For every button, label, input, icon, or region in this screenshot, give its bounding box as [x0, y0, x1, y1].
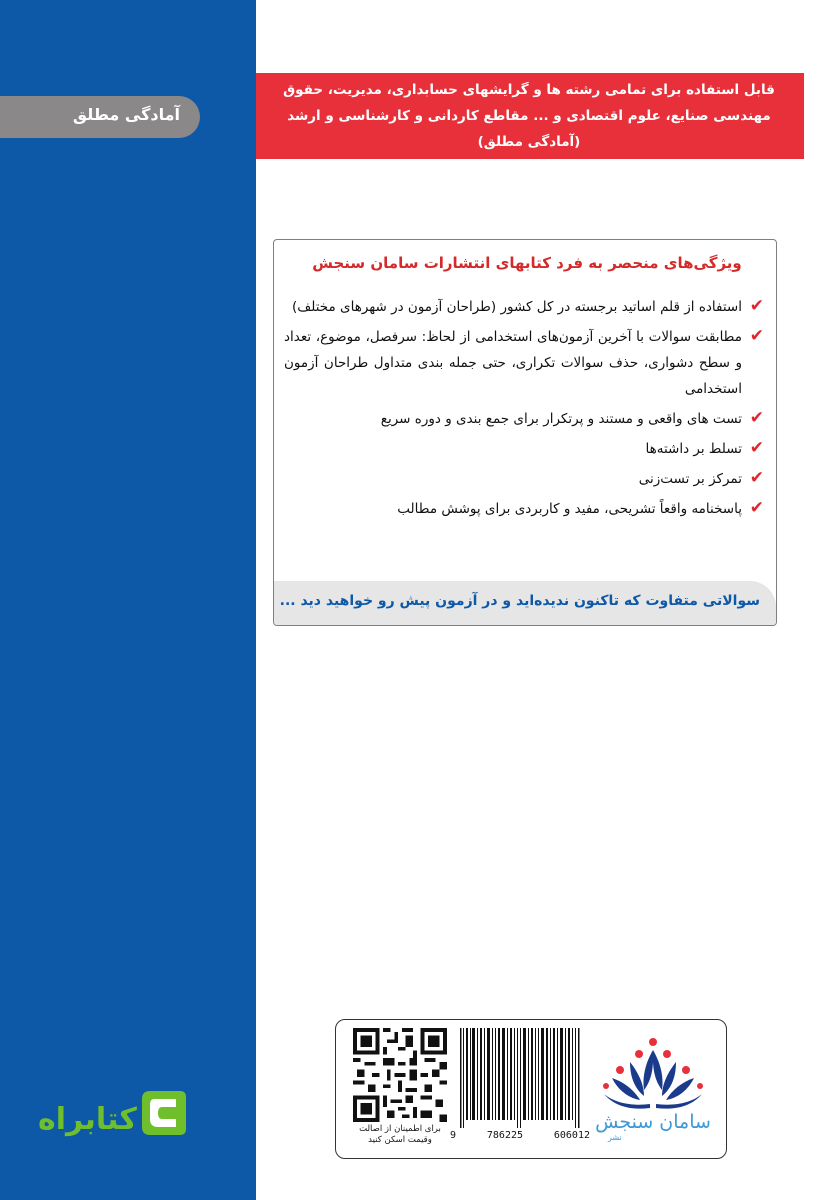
check-icon: ✔ [749, 438, 764, 458]
qr-caption-line-2: وقیمت اسکن کنید [368, 1135, 432, 1145]
isbn-number [450, 1130, 590, 1141]
feature-item [284, 466, 764, 492]
side-tab-label: آمادگی مطلق [72, 105, 180, 124]
side-tab [0, 96, 200, 138]
check-icon: ✔ [749, 408, 764, 428]
check-icon: ✔ [749, 498, 764, 518]
qr-code-icon[interactable] [353, 1028, 447, 1122]
check-icon: ✔ [749, 326, 764, 346]
banner-line-1: قابل استفاده برای تمامی رشته ها و گرایشهای حسابداری، مدیریت، حقوق [283, 82, 775, 98]
features-title: ویژگی‌های منحصر به فرد کتابهای انتشارات سامان سنجش [312, 254, 742, 272]
blue-side-strip [0, 0, 256, 1200]
publisher-logo-text: سامان سنجش [595, 1111, 711, 1133]
feature-item [284, 294, 764, 320]
barcode-box [335, 1019, 727, 1159]
feature-text: پاسخنامه واقعاً تشریحی، مفید و کاربردی برای پوشش مطالب [397, 501, 742, 517]
store-logo-text: کتابراه [38, 1102, 137, 1137]
feature-item [284, 406, 764, 432]
feature-item [284, 324, 764, 402]
features-panel [273, 239, 777, 626]
banner-line-2: مهندسی صنایع، علوم اقتصادی و ... مقاطع کاردانی و کارشناسی و ارشد [287, 108, 771, 124]
barcode-icon [458, 1028, 582, 1128]
feature-item [284, 496, 764, 522]
publisher-logo [594, 1032, 712, 1144]
audience-banner [256, 73, 804, 159]
features-footer [274, 581, 776, 625]
check-icon: ✔ [749, 468, 764, 488]
banner-line-3: (آمادگی مطلق) [477, 134, 581, 150]
isbn-part: 786225 [486, 1130, 524, 1141]
feature-text: تمرکز بر تست‌زنی [638, 471, 742, 487]
feature-text: مطابقت سوالات با آخرین آزمون‌های استخدامی از لحاظ: سرفصل، موضوع، تعداد و سطح دشواری، حذف سوالات تکراری، حتی جمله بندی متداول طراحان آزمون استخدامی [284, 329, 742, 397]
check-icon: ✔ [749, 296, 764, 316]
features-footer-text: سوالاتی متفاوت که تاکنون ندیده‌اید و در آزمون پیش رو خواهید دید ... [279, 593, 760, 609]
publisher-logo-small: نشر [608, 1133, 622, 1142]
isbn-part: 606012 [553, 1130, 590, 1141]
features-list [284, 294, 764, 526]
feature-item [284, 436, 764, 462]
qr-caption [350, 1124, 450, 1146]
feature-text: تسلط بر داشته‌ها [645, 441, 742, 457]
feature-text: تست های واقعی و مستند و پرتکرار برای جمع بندی و دوره سریع [380, 411, 742, 427]
qr-caption-line-1: برای اطمینان از اصالت [359, 1124, 441, 1134]
feature-text: استفاده از قلم اساتید برجسته در کل کشور (طراحان آزمون در شهرهای مختلف) [292, 299, 742, 315]
isbn-part: 9 [450, 1130, 457, 1141]
